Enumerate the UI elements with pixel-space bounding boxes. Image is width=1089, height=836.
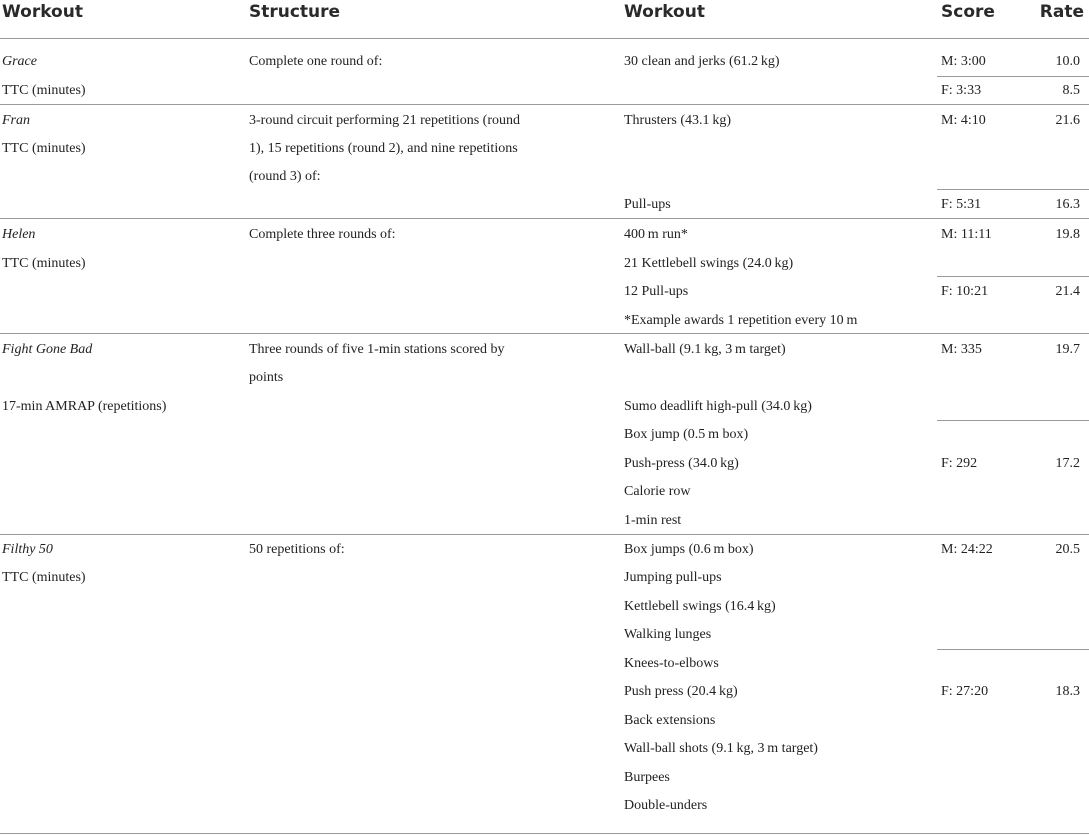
- movement: Push-press (34.0 kg): [624, 456, 739, 471]
- movement: Wall-ball shots (9.1 kg, 3 m target): [624, 741, 818, 756]
- female-score: F: 3:33: [941, 83, 982, 98]
- movement: 400 m run*: [624, 227, 688, 242]
- structure-line: (round 3) of:: [249, 169, 321, 184]
- structure-line: Three rounds of five 1-min stations scored by: [249, 342, 505, 357]
- female-rate: 16.3: [1055, 197, 1080, 212]
- bottom-rule: [0, 833, 1089, 834]
- movement-note: *Example awards 1 repetition every 10 m: [624, 313, 858, 328]
- male-rate: 21.6: [1055, 113, 1080, 128]
- male-score: M: 335: [941, 342, 982, 357]
- movement: Box jumps (0.6 m box): [624, 542, 754, 557]
- female-rate: 18.3: [1055, 684, 1080, 699]
- header-rate: Rate: [1039, 2, 1084, 22]
- workout-measure: TTC (minutes): [2, 256, 86, 271]
- female-score: F: 292: [941, 456, 978, 471]
- movement: 1-min rest: [624, 513, 682, 528]
- movement: 21 Kettlebell swings (24.0 kg): [624, 256, 794, 271]
- header-movements: Workout: [624, 2, 705, 22]
- structure-line: Complete three rounds of:: [249, 227, 396, 242]
- header-score: Score: [941, 2, 995, 22]
- female-score: F: 10:21: [941, 284, 989, 299]
- workout-name: Helen: [2, 227, 36, 242]
- male-score: M: 3:00: [941, 54, 986, 69]
- movement: Knees-to-elbows: [624, 656, 719, 671]
- row-rule: [0, 218, 1089, 219]
- workout-name: Fran: [2, 113, 30, 128]
- female-score: F: 27:20: [941, 684, 989, 699]
- male-rate: 10.0: [1055, 54, 1080, 69]
- female-score: F: 5:31: [941, 197, 982, 212]
- male-rate: 19.8: [1055, 227, 1080, 242]
- row-rule: [0, 333, 1089, 334]
- workout-name: Grace: [2, 54, 37, 69]
- structure-line: points: [249, 370, 284, 385]
- male-score: M: 24:22: [941, 542, 993, 557]
- workout-name: Fight Gone Bad: [2, 342, 93, 357]
- movement: 12 Pull-ups: [624, 284, 689, 299]
- movement: Box jump (0.5 m box): [624, 427, 749, 442]
- score-split-rule: [937, 189, 1089, 190]
- movement: Burpees: [624, 770, 670, 785]
- movement: Walking lunges: [624, 627, 712, 642]
- movement: Pull-ups: [624, 197, 671, 212]
- structure-line: 1), 15 repetitions (round 2), and nine repetitions: [249, 141, 518, 156]
- movement: Calorie row: [624, 484, 691, 499]
- structure-line: 50 repetitions of:: [249, 542, 345, 557]
- header-workout: Workout: [2, 2, 83, 22]
- female-rate: 8.5: [1062, 83, 1080, 98]
- female-rate: 21.4: [1055, 284, 1080, 299]
- row-rule: [0, 104, 1089, 105]
- workout-measure: 17-min AMRAP (repetitions): [2, 399, 167, 414]
- male-rate: 19.7: [1055, 342, 1080, 357]
- movement: Wall-ball (9.1 kg, 3 m target): [624, 342, 786, 357]
- movement: Double-unders: [624, 798, 708, 813]
- movement: Thrusters (43.1 kg): [624, 113, 732, 128]
- structure-line: Complete one round of:: [249, 54, 383, 69]
- structure-line: 3-round circuit performing 21 repetitions (round: [249, 113, 520, 128]
- movement: Push press (20.4 kg): [624, 684, 738, 699]
- workout-measure: TTC (minutes): [2, 83, 86, 98]
- score-split-rule: [937, 649, 1089, 650]
- male-score: M: 4:10: [941, 113, 986, 128]
- score-split-rule: [937, 76, 1089, 77]
- header-structure: Structure: [249, 2, 341, 22]
- workout-name: Filthy 50: [2, 542, 53, 557]
- movement: Back extensions: [624, 713, 716, 728]
- workout-measure: TTC (minutes): [2, 570, 86, 585]
- workout-measure: TTC (minutes): [2, 141, 86, 156]
- male-rate: 20.5: [1055, 542, 1080, 557]
- score-split-rule: [937, 420, 1089, 421]
- movement: Jumping pull-ups: [624, 570, 722, 585]
- header-rule: [0, 38, 1089, 39]
- row-rule: [0, 534, 1089, 535]
- movement: Sumo deadlift high-pull (34.0 kg): [624, 399, 812, 414]
- movement: Kettlebell swings (16.4 kg): [624, 599, 776, 614]
- score-split-rule: [937, 276, 1089, 277]
- female-rate: 17.2: [1055, 456, 1080, 471]
- male-score: M: 11:11: [941, 227, 992, 242]
- movement: 30 clean and jerks (61.2 kg): [624, 54, 780, 69]
